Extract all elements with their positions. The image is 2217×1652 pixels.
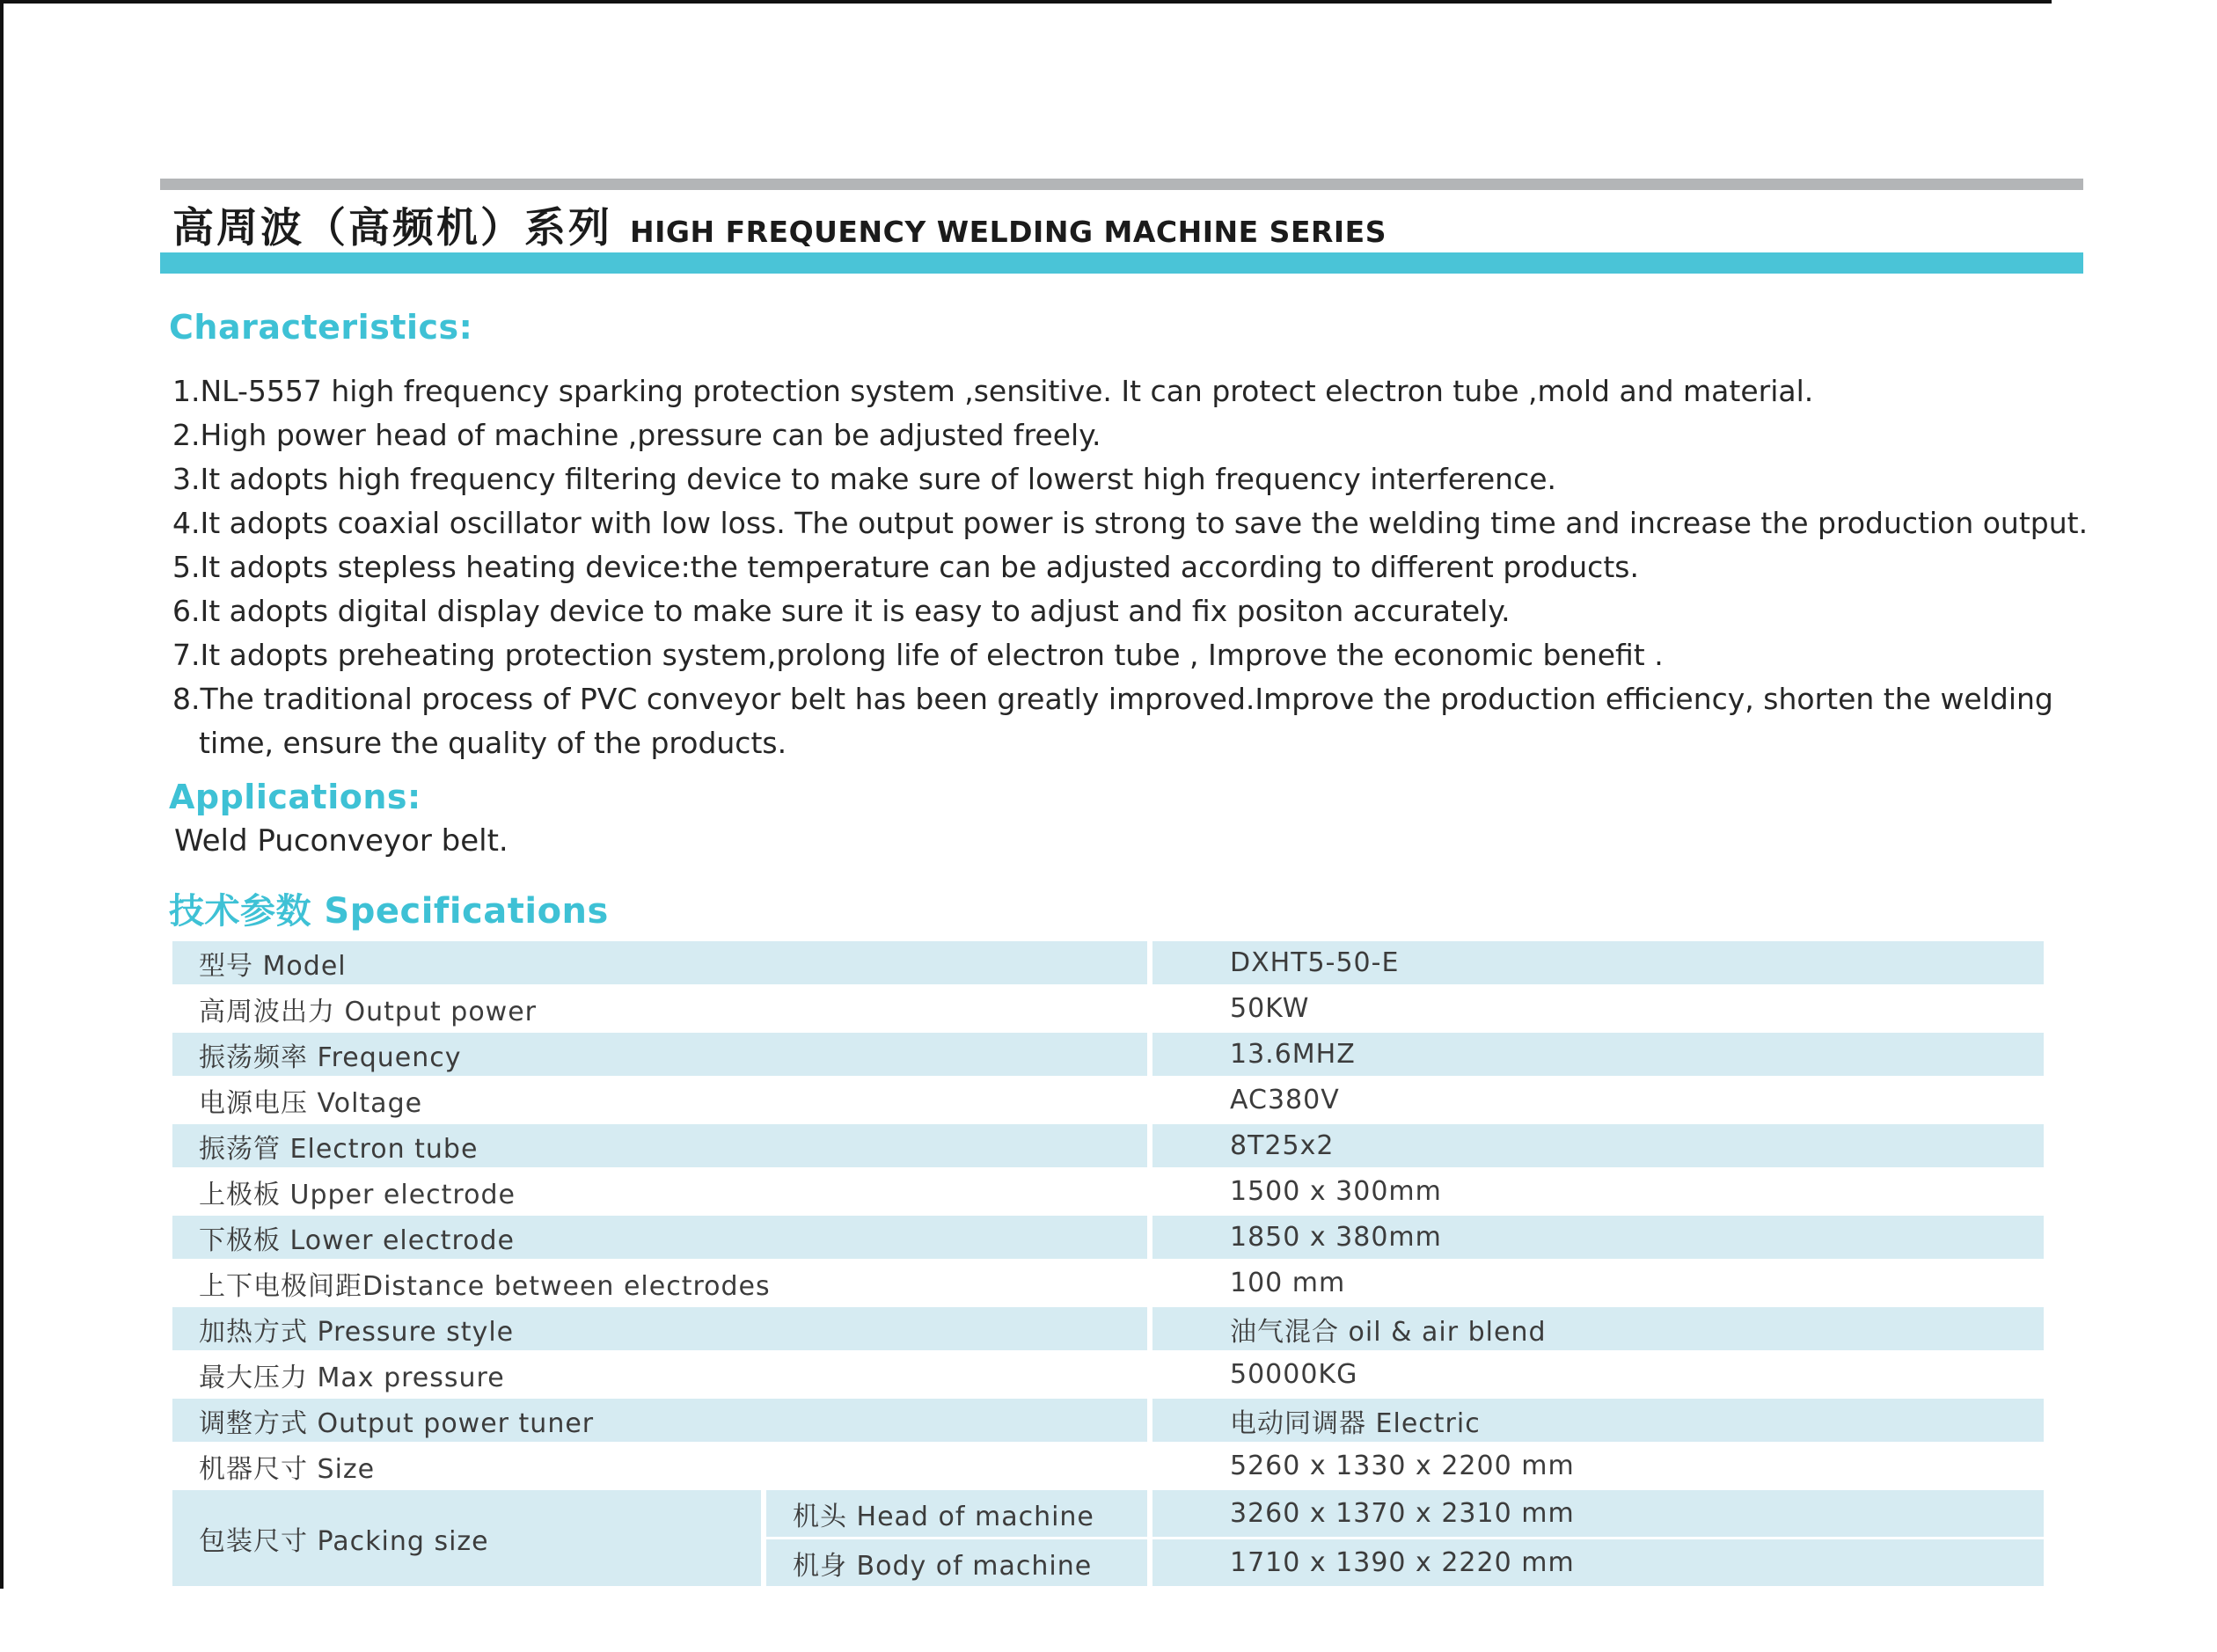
table-row	[172, 941, 2044, 987]
characteristic-line: 5.It adopts stepless heating device:the temperature can be adjusted according to different products.	[172, 550, 1639, 584]
page-title-chinese: 高周波（高频机）系列	[172, 204, 612, 252]
packing-label: 包装尺寸 Packing size	[172, 1490, 766, 1586]
spec-label: 上极板 Upper electrode	[172, 1170, 1152, 1213]
specifications-table	[172, 941, 2044, 1586]
header-gray-rule	[160, 179, 2083, 190]
packing-part: 机头 Head of machine	[766, 1490, 1152, 1537]
spec-value: 油气混合 oil & air blend	[1230, 1316, 1547, 1348]
spec-value: 13.6MHZ	[1230, 1039, 1356, 1070]
characteristics-list	[172, 369, 2088, 765]
spec-label: 型号 Model	[172, 941, 1152, 984]
table-row	[172, 1033, 2044, 1078]
header-teal-rule	[160, 252, 2083, 274]
characteristic-line: 1.NL-5557 high frequency sparking protection system ,sensitive. It can protect electron tube ,mold and material.	[172, 374, 1814, 408]
characteristic-line: 6.It adopts digital display device to make sure it is easy to adjust and fix positon accurately.	[172, 594, 1511, 628]
spec-label: 调整方式 Output power tuner	[172, 1399, 1152, 1442]
table-row	[172, 1124, 2044, 1170]
page-title	[172, 195, 1387, 254]
page-top-edge-line	[0, 0, 2052, 4]
spec-label: 最大压力 Max pressure	[172, 1353, 1152, 1396]
table-row	[172, 1307, 2044, 1353]
spec-value: 50000KG	[1230, 1359, 1358, 1390]
table-row	[172, 987, 2044, 1033]
packing-subrow-body	[766, 1539, 2044, 1586]
spec-value: 1500 x 300mm	[1230, 1176, 1442, 1207]
characteristic-line: 3.It adopts high frequency filtering device to make sure of lowerst high frequency interference.	[172, 462, 1557, 496]
specifications-heading: 技术参数 Specifications	[169, 891, 609, 932]
spec-label: 振荡管 Electron tube	[172, 1124, 1152, 1167]
spec-value: 50KW	[1230, 993, 1310, 1024]
spec-label: 机器尺寸 Size	[172, 1444, 1152, 1488]
page-title-english: HIGH FREQUENCY WELDING MACHINE SERIES	[630, 215, 1387, 249]
applications-heading: Applications:	[169, 778, 421, 816]
packing-size-row	[172, 1490, 2044, 1586]
spec-value: 电动同调器 Electric	[1230, 1407, 1481, 1439]
characteristics-heading: Characteristics:	[169, 308, 473, 347]
spec-value: 100 mm	[1230, 1268, 1346, 1298]
table-row	[172, 1078, 2044, 1124]
table-row	[172, 1399, 2044, 1444]
characteristic-line-continuation: time, ensure the quality of the products.	[199, 726, 787, 760]
characteristic-line: 7.It adopts preheating protection system,prolong life of electron tube , Improve the economic benefit .	[172, 638, 1664, 672]
spec-label: 电源电压 Voltage	[172, 1078, 1152, 1122]
spec-value: DXHT5-50-E	[1230, 947, 1400, 978]
spec-value: 8T25x2	[1230, 1130, 1335, 1161]
spec-label: 下极板 Lower electrode	[172, 1216, 1152, 1259]
packing-value: 3260 x 1370 x 2310 mm	[1230, 1498, 1575, 1529]
spec-label: 振荡频率 Frequency	[172, 1033, 1152, 1076]
spec-value: 1850 x 380mm	[1230, 1222, 1442, 1253]
characteristic-line: 4.It adopts coaxial oscillator with low loss. The output power is strong to save the welding time and increase the production output.	[172, 506, 2089, 540]
spec-value: 5260 x 1330 x 2200 mm	[1230, 1451, 1575, 1481]
page-left-edge-line	[0, 0, 4, 1589]
table-row	[172, 1353, 2044, 1399]
table-row	[172, 1216, 2044, 1261]
packing-part: 机身 Body of machine	[766, 1539, 1152, 1586]
packing-subrow-head	[766, 1490, 2044, 1539]
spec-label: 高周波出力 Output power	[172, 987, 1152, 1030]
table-row	[172, 1170, 2044, 1216]
characteristic-line: 2.High power head of machine ,pressure can be adjusted freely.	[172, 418, 1101, 452]
spec-label: 上下电极间距Distance between electrodes	[172, 1261, 1152, 1305]
packing-subrows	[766, 1490, 2044, 1586]
characteristic-line: 8.The traditional process of PVC conveyor belt has been greatly improved.Improve the production efficiency, shorten the welding	[172, 682, 2053, 716]
packing-value: 1710 x 1390 x 2220 mm	[1230, 1547, 1575, 1578]
applications-text: Weld Puconveyor belt.	[174, 823, 509, 859]
spec-value: AC380V	[1230, 1085, 1340, 1115]
table-row	[172, 1444, 2044, 1490]
table-row	[172, 1261, 2044, 1307]
spec-label: 加热方式 Pressure style	[172, 1307, 1152, 1350]
